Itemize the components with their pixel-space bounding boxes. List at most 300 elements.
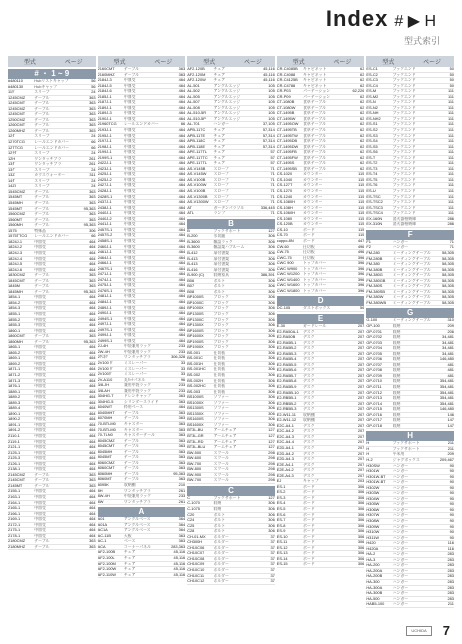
- model-code: CW-60: [276, 244, 289, 249]
- page-ref: 363: [89, 472, 96, 477]
- model-code: CT-1495FB: [276, 150, 297, 155]
- page-ref: 396: [357, 283, 365, 288]
- item-name: テーブル: [34, 334, 50, 339]
- item-name: ダストボックス: [303, 306, 331, 311]
- item-name: 兼用中袋ラック: [123, 383, 152, 388]
- page-ref: 57,314: [262, 144, 275, 149]
- page-ref: 90: [449, 496, 454, 501]
- model-code: AL-508: [187, 105, 200, 110]
- page-ref: 464: [89, 467, 96, 472]
- page-ref: 464: [89, 361, 96, 366]
- page-ref: 464: [178, 144, 186, 149]
- item-name: 仕切板: [303, 244, 315, 249]
- model-code: 8060CMT: [97, 466, 115, 471]
- item-name: ハンガー: [392, 535, 409, 540]
- item-name: ワンタッチブラ: [123, 488, 151, 493]
- model-code: 8095K: [97, 483, 109, 488]
- model-code: 2155-1: [8, 489, 21, 494]
- page-ref: 464: [89, 311, 96, 316]
- page-ref: 464: [89, 422, 96, 427]
- item-name: 消火器格納庫: [392, 222, 416, 227]
- page-ref: 363: [89, 483, 96, 488]
- item-name: ボード: [303, 484, 315, 489]
- model-code: 2440J-2: [97, 216, 112, 221]
- item-name: ミーティングテーブル: [392, 318, 431, 323]
- item-name: 中皿受: [123, 161, 136, 166]
- page-ref: 66: [91, 234, 96, 239]
- model-code: H-2: [366, 458, 373, 462]
- model-code: GP-0713: [366, 396, 382, 401]
- page-ref: 464: [178, 266, 186, 271]
- item-name: チェア: [123, 567, 136, 572]
- page-ref: 62: [360, 166, 365, 171]
- item-name: トップカバー: [303, 283, 327, 288]
- page-ref: 207: [357, 440, 365, 445]
- item-name: テーブル: [123, 471, 140, 476]
- model-code: 1855-1: [8, 311, 21, 316]
- model-code: 2489J-1: [97, 305, 112, 310]
- page-ref: 363: [89, 201, 96, 206]
- item-name: ホルダー: [213, 540, 229, 545]
- model-code: CT-1495TB: [276, 128, 297, 133]
- page-ref: 496: [357, 244, 365, 249]
- item-name: テーブル: [34, 483, 50, 488]
- item-name: ブックエンド: [392, 67, 416, 71]
- item-name: チェア: [213, 155, 226, 160]
- model-code: E2-RA5B-6: [276, 368, 297, 373]
- model-code: 2185J-1: [97, 94, 112, 99]
- item-name: 中皿受: [123, 194, 136, 199]
- model-code: 2464J-1: [97, 255, 112, 260]
- model-code: FM-280B: [366, 256, 383, 261]
- page-ref: 481: [447, 368, 454, 373]
- model-code: FM-380S: [366, 284, 383, 289]
- item-name: 仕切板: [303, 255, 315, 260]
- model-code: 2121-1: [8, 445, 21, 450]
- item-name: 仕切板: [213, 389, 226, 394]
- item-name: レールエンドカバー: [34, 140, 70, 145]
- page-ref: 90: [449, 524, 454, 529]
- item-name: テーブル: [34, 206, 50, 211]
- model-code: BP1000X: [187, 306, 204, 311]
- model-code: 2145MT: [8, 483, 23, 488]
- item-name: スリーブ: [34, 90, 50, 95]
- model-code: BP1300C: [187, 317, 204, 322]
- item-name: ブロック: [213, 339, 229, 344]
- page-ref: 363: [178, 438, 186, 443]
- page-ref: 207: [357, 462, 365, 467]
- item-name: デスク: [303, 340, 315, 345]
- item-name: ミスレーパー: [123, 366, 148, 371]
- page-ref: 464: [89, 372, 96, 377]
- item-name: 水切籠: [213, 234, 226, 239]
- item-name: 収納: [392, 340, 401, 345]
- item-name: デスク: [303, 396, 315, 401]
- item-name: 中皿受: [123, 133, 136, 138]
- item-name: 中皿受: [123, 83, 136, 88]
- page-ref: 306: [268, 239, 275, 244]
- model-code: 3/8-JH: [97, 383, 110, 388]
- item-name: ボルト: [213, 284, 226, 289]
- model-code: AF2-120B: [187, 67, 205, 71]
- item-name: 中皿受: [34, 311, 46, 316]
- item-name: ミーティングテーブル: [392, 250, 431, 255]
- item-name: ハンガー: [392, 507, 409, 512]
- page-ref: 115: [358, 189, 365, 194]
- item-name: ブックエンド: [392, 83, 416, 88]
- header-code: 型式: [292, 60, 305, 66]
- page-ref: 233: [178, 344, 186, 349]
- page-ref: 283: [447, 585, 454, 590]
- page-ref: 464: [178, 105, 186, 110]
- page-ref: 127: [268, 228, 275, 233]
- page-ref: 37: [270, 568, 275, 573]
- item-name: アングルエッジ: [213, 111, 241, 116]
- page-ref: 306: [268, 367, 275, 372]
- page-ref: 464: [89, 350, 96, 355]
- item-name: 中皿受: [34, 256, 46, 261]
- page-ref: 306: [268, 350, 275, 355]
- model-code: B-412: [187, 250, 198, 255]
- item-name: ミスレーパー: [123, 372, 148, 377]
- model-code: #480110: [8, 79, 23, 83]
- page-ref: 306: [268, 406, 275, 411]
- item-name: 中皿受: [123, 311, 136, 316]
- page-ref: 464: [89, 428, 96, 433]
- model-code: CH-01-MX: [187, 534, 206, 539]
- item-name: ソファー: [213, 395, 229, 400]
- item-name: 中皿受: [34, 367, 46, 372]
- item-name: 中皿受: [34, 434, 46, 438]
- model-code: 2163-1: [8, 495, 21, 500]
- model-code: 2ﾜﾐﾈｸ: [97, 355, 108, 360]
- page-ref: 116: [447, 546, 454, 551]
- model-code: HA-300B: [366, 591, 383, 596]
- model-code: 304HG-T: [97, 394, 114, 399]
- page-ref: 37: [270, 534, 275, 539]
- model-code: AC-11B: [97, 533, 111, 538]
- page-ref: 207: [357, 418, 365, 423]
- item-name: 収納: [392, 373, 401, 378]
- item-name: 収納: [392, 396, 401, 401]
- item-name: 中皿受: [34, 317, 46, 322]
- item-name: スツール: [213, 478, 229, 483]
- model-code: GP-100: [366, 323, 380, 328]
- model-code: 1245CMZ: [8, 106, 26, 111]
- page-ref: 115: [358, 227, 365, 232]
- model-code: 1830CMZ: [8, 273, 26, 278]
- page-ref: 464: [89, 495, 96, 500]
- page-ref: 111: [448, 161, 454, 166]
- model-code: 2438J-1: [97, 205, 112, 210]
- model-code: CH10C09: [187, 562, 205, 567]
- model-code: CWC W1600: [276, 283, 300, 288]
- page-ref: 233: [178, 388, 186, 393]
- item-name: 食卓テーブル: [303, 122, 327, 127]
- page-ref: 24: [91, 184, 96, 189]
- page-ref: 90: [449, 513, 454, 518]
- item-name: ミーティングテーブル: [392, 295, 431, 300]
- model-code: H308W: [366, 519, 380, 524]
- model-code: AL-701: [187, 122, 200, 127]
- model-code: BP1000C: [187, 300, 204, 305]
- model-code: 2145CMT: [8, 478, 26, 483]
- page-ref: 464: [89, 456, 96, 461]
- page-ref: 207: [357, 412, 365, 417]
- item-name: ワンタッチブラ: [123, 355, 151, 360]
- page-ref: 464: [178, 183, 186, 188]
- page-ref: 306: [268, 512, 275, 517]
- header-code: 型式: [113, 60, 126, 66]
- model-code: AL-502: [187, 89, 200, 94]
- page-number: 7: [442, 623, 450, 638]
- page-ref: 207: [357, 473, 365, 478]
- model-code: 2457S-2: [97, 233, 113, 238]
- item-name: ブロック: [213, 311, 229, 316]
- page-ref: 363: [89, 544, 96, 549]
- model-code: BW-700: [187, 461, 202, 466]
- item-name: カウンター: [303, 172, 323, 177]
- model-code: 1855-2: [8, 317, 21, 322]
- model-code: AS-V145B: [187, 166, 206, 171]
- item-name: アームチェア: [213, 428, 237, 433]
- item-name: 中皿受: [123, 299, 136, 304]
- page-ref: 57,314: [262, 128, 275, 133]
- item-name: 中皿受: [34, 295, 46, 300]
- item-name: アームチェア: [213, 439, 237, 444]
- model-code: CR-C4088: [276, 72, 296, 77]
- item-name: 中皿受: [123, 144, 136, 149]
- page-ref: 464: [89, 239, 96, 244]
- page-ref: 363: [89, 95, 96, 100]
- page-ref: 363: [89, 284, 96, 289]
- page-ref: 306: [357, 534, 365, 539]
- page-ref: 306: [268, 256, 275, 261]
- item-name: スツール: [213, 456, 229, 461]
- page-ref: 464: [178, 238, 186, 243]
- page-ref: 207: [357, 446, 365, 450]
- page-ref: 464: [178, 244, 186, 249]
- model-code: CT-1495TW: [276, 133, 298, 138]
- item-name: 中袋兼用ラック: [123, 494, 152, 499]
- item-name: 仕切板: [213, 367, 226, 372]
- page-ref: 115: [358, 172, 365, 177]
- model-code: CWC W1800: [276, 288, 300, 293]
- model-code: BP1900S: [187, 339, 204, 344]
- model-code: 1889-4: [8, 406, 21, 411]
- item-name: デスク: [303, 434, 315, 439]
- item-name: テーブル: [34, 95, 50, 100]
- model-code: ES-11: [276, 540, 288, 545]
- model-code: AL-510-5R: [187, 111, 207, 116]
- page-ref: 464: [178, 200, 186, 205]
- model-code: ES-6: [276, 512, 286, 517]
- model-code: GP-0712: [366, 390, 382, 395]
- page-ref: 306: [268, 245, 275, 250]
- model-code: 6040WT: [97, 405, 113, 410]
- page-ref: 306: [268, 384, 275, 389]
- item-name: Hubリストキャップ: [34, 79, 69, 83]
- model-code: AF2-120M: [187, 72, 206, 77]
- item-name: テーブル: [34, 478, 50, 483]
- page-ref: 464: [178, 338, 186, 343]
- model-code: 2180MHZ: [8, 544, 26, 549]
- item-name: 中皿受: [34, 300, 46, 305]
- model-code: CR-C4125B: [276, 78, 298, 83]
- page-ref: 464: [178, 139, 186, 144]
- model-code: ES-TSC3: [366, 205, 383, 210]
- item-name: ハンガー: [392, 574, 409, 579]
- page-ref: 298: [268, 467, 275, 472]
- model-code: GP-0718: [366, 423, 382, 428]
- page-ref: 127: [268, 434, 275, 438]
- model-code: H304W: [366, 496, 380, 501]
- item-name: キャビネット: [303, 83, 327, 88]
- item-name: 中皿受: [34, 506, 46, 511]
- item-name: 収納: [392, 357, 401, 362]
- item-name: カウンター: [303, 205, 323, 210]
- page-ref: 209,467: [439, 458, 454, 462]
- item-name: ミスレーパー: [123, 360, 148, 365]
- item-name: テーブル: [34, 106, 50, 111]
- page-ref: 233: [178, 349, 186, 354]
- page-ref: 464: [178, 155, 186, 160]
- page-ref: 37: [270, 562, 275, 567]
- model-code: 2499J-1: [97, 333, 112, 338]
- page-ref: 464: [89, 384, 96, 389]
- model-code: 1891-2: [8, 428, 21, 433]
- item-name: ミーティングテーブル: [392, 273, 431, 278]
- model-code: 2125-3: [8, 456, 21, 461]
- item-name: スロープ: [213, 200, 229, 205]
- page-ref: 111: [448, 116, 454, 121]
- model-code: ES-15: [276, 562, 288, 567]
- model-code: E2-RB5B-1: [276, 396, 297, 401]
- model-code: 6070MH: [97, 416, 113, 421]
- model-code: ES-S5: [366, 144, 378, 149]
- page-ref: 363: [178, 410, 186, 415]
- item-name: 中皿受: [34, 350, 46, 355]
- model-code: 1245CMZ: [8, 95, 26, 100]
- item-name: 雑誌ラック: [213, 239, 233, 244]
- item-name: 中皿受: [123, 183, 136, 188]
- page-ref: 363: [178, 539, 186, 544]
- model-code: AF2-120W: [187, 78, 206, 83]
- item-name: 中皿受: [34, 422, 46, 427]
- model-code: E2-RB5B-2: [276, 401, 297, 406]
- model-code: 2425J-1: [97, 172, 112, 177]
- model-code: 2422J-1: [97, 161, 112, 166]
- model-code: FM-280: [366, 250, 380, 255]
- model-code: 8045MT: [97, 455, 112, 460]
- item-name: スロープ: [213, 183, 229, 188]
- page-ref: 62: [360, 72, 365, 77]
- page-ref: 306: [357, 529, 365, 534]
- page-ref: 207: [357, 468, 365, 473]
- page-ref: 207: [357, 396, 365, 401]
- page-ref: 56: [91, 84, 96, 89]
- item-name: 食卓テーブル: [303, 111, 327, 116]
- page-ref: 283: [447, 557, 454, 562]
- page-ref: 45,116: [173, 572, 186, 577]
- model-code: 1824J-6: [8, 267, 23, 272]
- model-code: GP-0706: [366, 357, 382, 362]
- item-name: 中皿受: [34, 306, 46, 311]
- page-ref: 464: [89, 439, 96, 444]
- model-code: H303W: [366, 491, 380, 496]
- model-code: FM-380: [366, 262, 380, 267]
- index-row: [277, 306, 365, 312]
- page-ref: 306: [268, 529, 275, 534]
- item-name: 食卓テーブル: [303, 155, 327, 160]
- model-code: C: [187, 495, 190, 500]
- index-columns: [8, 56, 454, 608]
- item-name: スロープ: [213, 194, 229, 199]
- model-code: 2197J-1: [97, 139, 112, 144]
- page-ref: 396: [357, 277, 365, 282]
- page-ref: 62: [360, 111, 365, 116]
- page-ref: 464: [89, 306, 96, 311]
- page-ref: 464: [178, 277, 186, 282]
- page-ref: 464: [178, 194, 186, 199]
- model-code: F2: [366, 245, 371, 250]
- model-code: A01: [97, 517, 105, 522]
- page-ref: 496: [357, 250, 365, 255]
- model-code: C25: [187, 523, 195, 528]
- model-code: AC-1: [97, 539, 107, 544]
- page-ref: 306: [357, 490, 365, 495]
- model-code: ES-3: [276, 495, 286, 500]
- page-ref: 283: [447, 580, 454, 585]
- model-code: ES-12: [276, 545, 288, 550]
- item-name: ブックサポート: [392, 446, 420, 451]
- page-ref: 306: [268, 289, 275, 294]
- model-code: BS-002: [187, 372, 201, 377]
- model-code: E2-RA50A-1: [276, 329, 299, 334]
- item-name: 天板: [123, 533, 132, 538]
- model-code: BP1000S: [187, 295, 204, 300]
- page-ref: 306: [268, 323, 275, 328]
- item-name: ハンガー: [392, 496, 409, 501]
- model-code: 14ZI: [8, 184, 16, 189]
- item-name: 中皿受: [123, 227, 136, 232]
- model-code: ES-T2: [366, 161, 378, 166]
- model-code: 1545MH: [8, 201, 23, 206]
- item-name: ホルダー: [213, 573, 229, 578]
- page-ref: 306: [357, 562, 365, 567]
- item-name: テーブル: [34, 284, 50, 289]
- page-ref: 306: [268, 389, 275, 394]
- page-ref: 283: [447, 563, 454, 568]
- model-code: 2180CMZ: [8, 539, 26, 544]
- model-code: 1845M: [8, 284, 20, 289]
- model-code: ES-10: [276, 534, 288, 539]
- model-code: ES-C4: [366, 83, 378, 88]
- page-ref: 62: [360, 116, 365, 121]
- model-code: 2184J-6: [97, 89, 112, 94]
- model-code: 1560MH: [8, 223, 23, 228]
- model-code: HA-300: [366, 580, 380, 585]
- page-ref: 58,305: [442, 300, 454, 305]
- item-name: ハンガー: [392, 239, 409, 244]
- item-name: スツール: [213, 472, 229, 477]
- model-code: HA-500: [366, 596, 380, 601]
- model-code: BS1600X: [187, 422, 204, 427]
- model-code: CT-1495FW: [276, 155, 298, 160]
- page-ref: 37: [270, 540, 275, 545]
- model-code: 2425J-2: [97, 177, 112, 182]
- item-name: スリーブ: [34, 151, 50, 156]
